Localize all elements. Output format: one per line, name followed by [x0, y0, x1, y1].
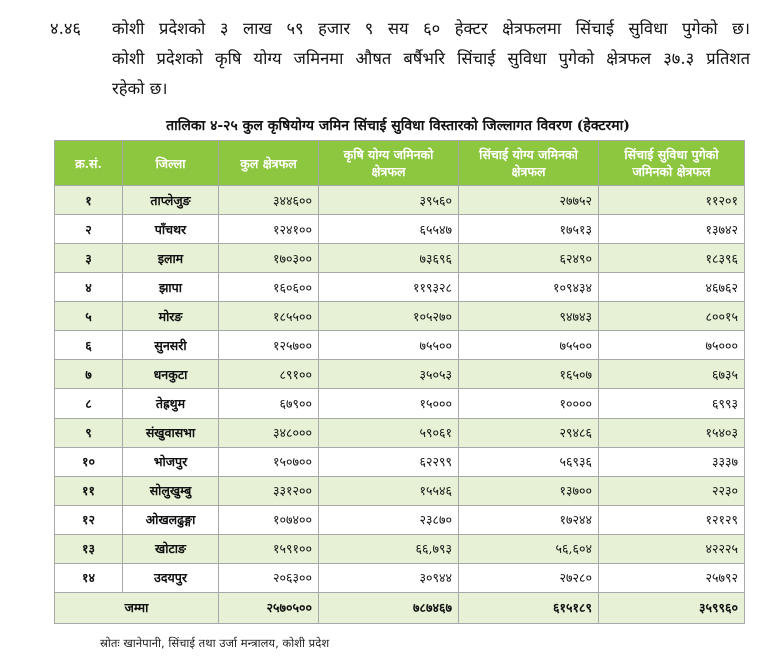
table-row [55, 505, 745, 534]
cell-arable-area: १५५४६ [319, 476, 459, 505]
table-row [55, 360, 745, 389]
cell-irrigable-area: ९४७४३ [459, 302, 599, 331]
paragraph-4-46 [50, 14, 750, 104]
cell-total-area: २०६३०० [219, 563, 319, 592]
cell-district: झापा [123, 273, 219, 302]
source-note: स्रोतः खानेपानी, सिंचाई तथा उर्जा मन्त्रालय, कोशी प्रदेश [100, 636, 330, 650]
cell-district: भोजपुर [123, 447, 219, 476]
cell-serial: ८ [55, 389, 123, 418]
paragraph-line-2: कोशी प्रदेशको कृषि योग्य जमिनमा औषत बर्षैभरि सिंचाई सुविधा पुगेको क्षेत्रफल ३७.३ प्रतिशत [112, 49, 750, 68]
table-row [55, 302, 745, 331]
table-row [55, 389, 745, 418]
cell-irrigated-area: ४२२२५ [599, 534, 745, 563]
table-row [55, 418, 745, 447]
cell-district: तेह्रथुम [123, 389, 219, 418]
cell-district: सुनसरी [123, 331, 219, 360]
cell-irrigable-area: २९४८६ [459, 418, 599, 447]
cell-total-area: १५९१०० [219, 534, 319, 563]
header-arable-area: कृषि योग्य जमिनको क्षेत्रफल [319, 141, 459, 186]
cell-district: धनकुटा [123, 360, 219, 389]
total-irrigable-area: ६१५१८९ [459, 592, 599, 623]
cell-irrigable-area: १६५०७ [459, 360, 599, 389]
cell-total-area: १५०७०० [219, 447, 319, 476]
total-label: जम्मा [55, 592, 219, 623]
cell-irrigated-area: ८००१५ [599, 302, 745, 331]
cell-irrigated-area: ६९९३ [599, 389, 745, 418]
cell-serial: ११ [55, 476, 123, 505]
cell-arable-area: २३८७० [319, 505, 459, 534]
cell-total-area: १६०६०० [219, 273, 319, 302]
paragraph-text [112, 14, 750, 104]
cell-serial: ७ [55, 360, 123, 389]
cell-irrigated-area: २२३० [599, 476, 745, 505]
cell-district: पाँचथर [123, 215, 219, 244]
total-total-area: २५७०५०० [219, 592, 319, 623]
cell-irrigable-area: १०९४३४ [459, 273, 599, 302]
cell-district: ओखलढुङ्गा [123, 505, 219, 534]
table-title: तालिका ४-२५ कुल कृषियोग्य जमिन सिंचाई सुविधा विस्तारको जिल्लागत विवरण (हेक्टरमा) [166, 118, 630, 134]
cell-irrigated-area: १२१२९ [599, 505, 745, 534]
table-row [55, 476, 745, 505]
cell-total-area: १७०३०० [219, 244, 319, 273]
cell-irrigable-area: ५६,६०४ [459, 534, 599, 563]
cell-irrigable-area: ५६९३६ [459, 447, 599, 476]
cell-district: खोटाङ [123, 534, 219, 563]
cell-arable-area: ७३६९६ [319, 244, 459, 273]
district-irrigation-table [54, 140, 745, 624]
cell-arable-area: ६६,७९३ [319, 534, 459, 563]
cell-district: सोलुखुम्बु [123, 476, 219, 505]
cell-serial: २ [55, 215, 123, 244]
header-irrigated-area: सिंचाई सुविधा पुगेको जमिनको क्षेत्रफल [599, 141, 745, 186]
cell-arable-area: ११९३२८ [319, 273, 459, 302]
cell-irrigable-area: १३७०० [459, 476, 599, 505]
cell-district: संखुवासभा [123, 418, 219, 447]
cell-irrigable-area: १०००० [459, 389, 599, 418]
total-irrigated-area: ३५९९६० [599, 592, 745, 623]
cell-irrigated-area: ३३३७ [599, 447, 745, 476]
table-row [55, 447, 745, 476]
cell-irrigable-area: १७५१३ [459, 215, 599, 244]
cell-serial: १० [55, 447, 123, 476]
cell-total-area: १२५७०० [219, 331, 319, 360]
cell-total-area: १०७४०० [219, 505, 319, 534]
cell-arable-area: ६२२९९ [319, 447, 459, 476]
table-row [55, 273, 745, 302]
cell-irrigated-area: ७५००० [599, 331, 745, 360]
table-row [55, 215, 745, 244]
cell-total-area: १८५५०० [219, 302, 319, 331]
cell-irrigated-area: १८३९६ [599, 244, 745, 273]
cell-serial: ४ [55, 273, 123, 302]
cell-district: उदयपुर [123, 563, 219, 592]
cell-total-area: ६७९०० [219, 389, 319, 418]
cell-arable-area: ७५५०० [319, 331, 459, 360]
cell-arable-area: १५००० [319, 389, 459, 418]
cell-irrigable-area: ६२४९० [459, 244, 599, 273]
cell-irrigated-area: १३७४२ [599, 215, 745, 244]
cell-arable-area: ५९०६१ [319, 418, 459, 447]
cell-serial: १४ [55, 563, 123, 592]
table-row [55, 186, 745, 215]
header-irrigable-area: सिंचाई योग्य जमिनको क्षेत्रफल [459, 141, 599, 186]
cell-arable-area: ६५५४७ [319, 215, 459, 244]
paragraph-number: ४.४६ [50, 19, 81, 38]
cell-irrigated-area: ४६७६२ [599, 273, 745, 302]
cell-irrigated-area: २५७९२ [599, 563, 745, 592]
cell-irrigated-area: १५४०३ [599, 418, 745, 447]
table-total-row [55, 592, 745, 623]
cell-district: मोरङ [123, 302, 219, 331]
header-serial: क्र.सं. [55, 141, 123, 186]
cell-arable-area: ३०९४४ [319, 563, 459, 592]
table-row [55, 244, 745, 273]
cell-serial: ९ [55, 418, 123, 447]
table-row [55, 563, 745, 592]
cell-total-area: ३३१२०० [219, 476, 319, 505]
cell-total-area: ८९१०० [219, 360, 319, 389]
cell-serial: ५ [55, 302, 123, 331]
cell-serial: ३ [55, 244, 123, 273]
cell-arable-area: ३५०५३ [319, 360, 459, 389]
cell-irrigable-area: २७७५२ [459, 186, 599, 215]
cell-irrigable-area: २७२८० [459, 563, 599, 592]
cell-irrigated-area: ६७३५ [599, 360, 745, 389]
cell-district: ताप्लेजुङ [123, 186, 219, 215]
cell-serial: ६ [55, 331, 123, 360]
paragraph-line-1: कोशी प्रदेशको ३ लाख ५९ हजार ९ सय ६० हेक्टर क्षेत्रफलमा सिंचाई सुविधा पुगेको छ। [112, 19, 750, 38]
cell-irrigable-area: १७२४४ [459, 505, 599, 534]
cell-district: इलाम [123, 244, 219, 273]
cell-arable-area: ३९५६० [319, 186, 459, 215]
cell-total-area: १२४१०० [219, 215, 319, 244]
paragraph-line-3: रहेको छ। [112, 79, 168, 98]
total-arable-area: ७८७४६७ [319, 592, 459, 623]
cell-irrigated-area: ११२०१ [599, 186, 745, 215]
cell-total-area: ३४४६०० [219, 186, 319, 215]
cell-serial: १२ [55, 505, 123, 534]
table-row [55, 331, 745, 360]
table-body [55, 186, 745, 624]
cell-total-area: ३४८००० [219, 418, 319, 447]
cell-arable-area: १०५२७० [319, 302, 459, 331]
cell-serial: १ [55, 186, 123, 215]
header-district: जिल्ला [123, 141, 219, 186]
header-total-area: कुल क्षेत्रफल [219, 141, 319, 186]
table-header-row [55, 141, 745, 186]
cell-serial: १३ [55, 534, 123, 563]
cell-irrigable-area: ७५५०० [459, 331, 599, 360]
table-row [55, 534, 745, 563]
